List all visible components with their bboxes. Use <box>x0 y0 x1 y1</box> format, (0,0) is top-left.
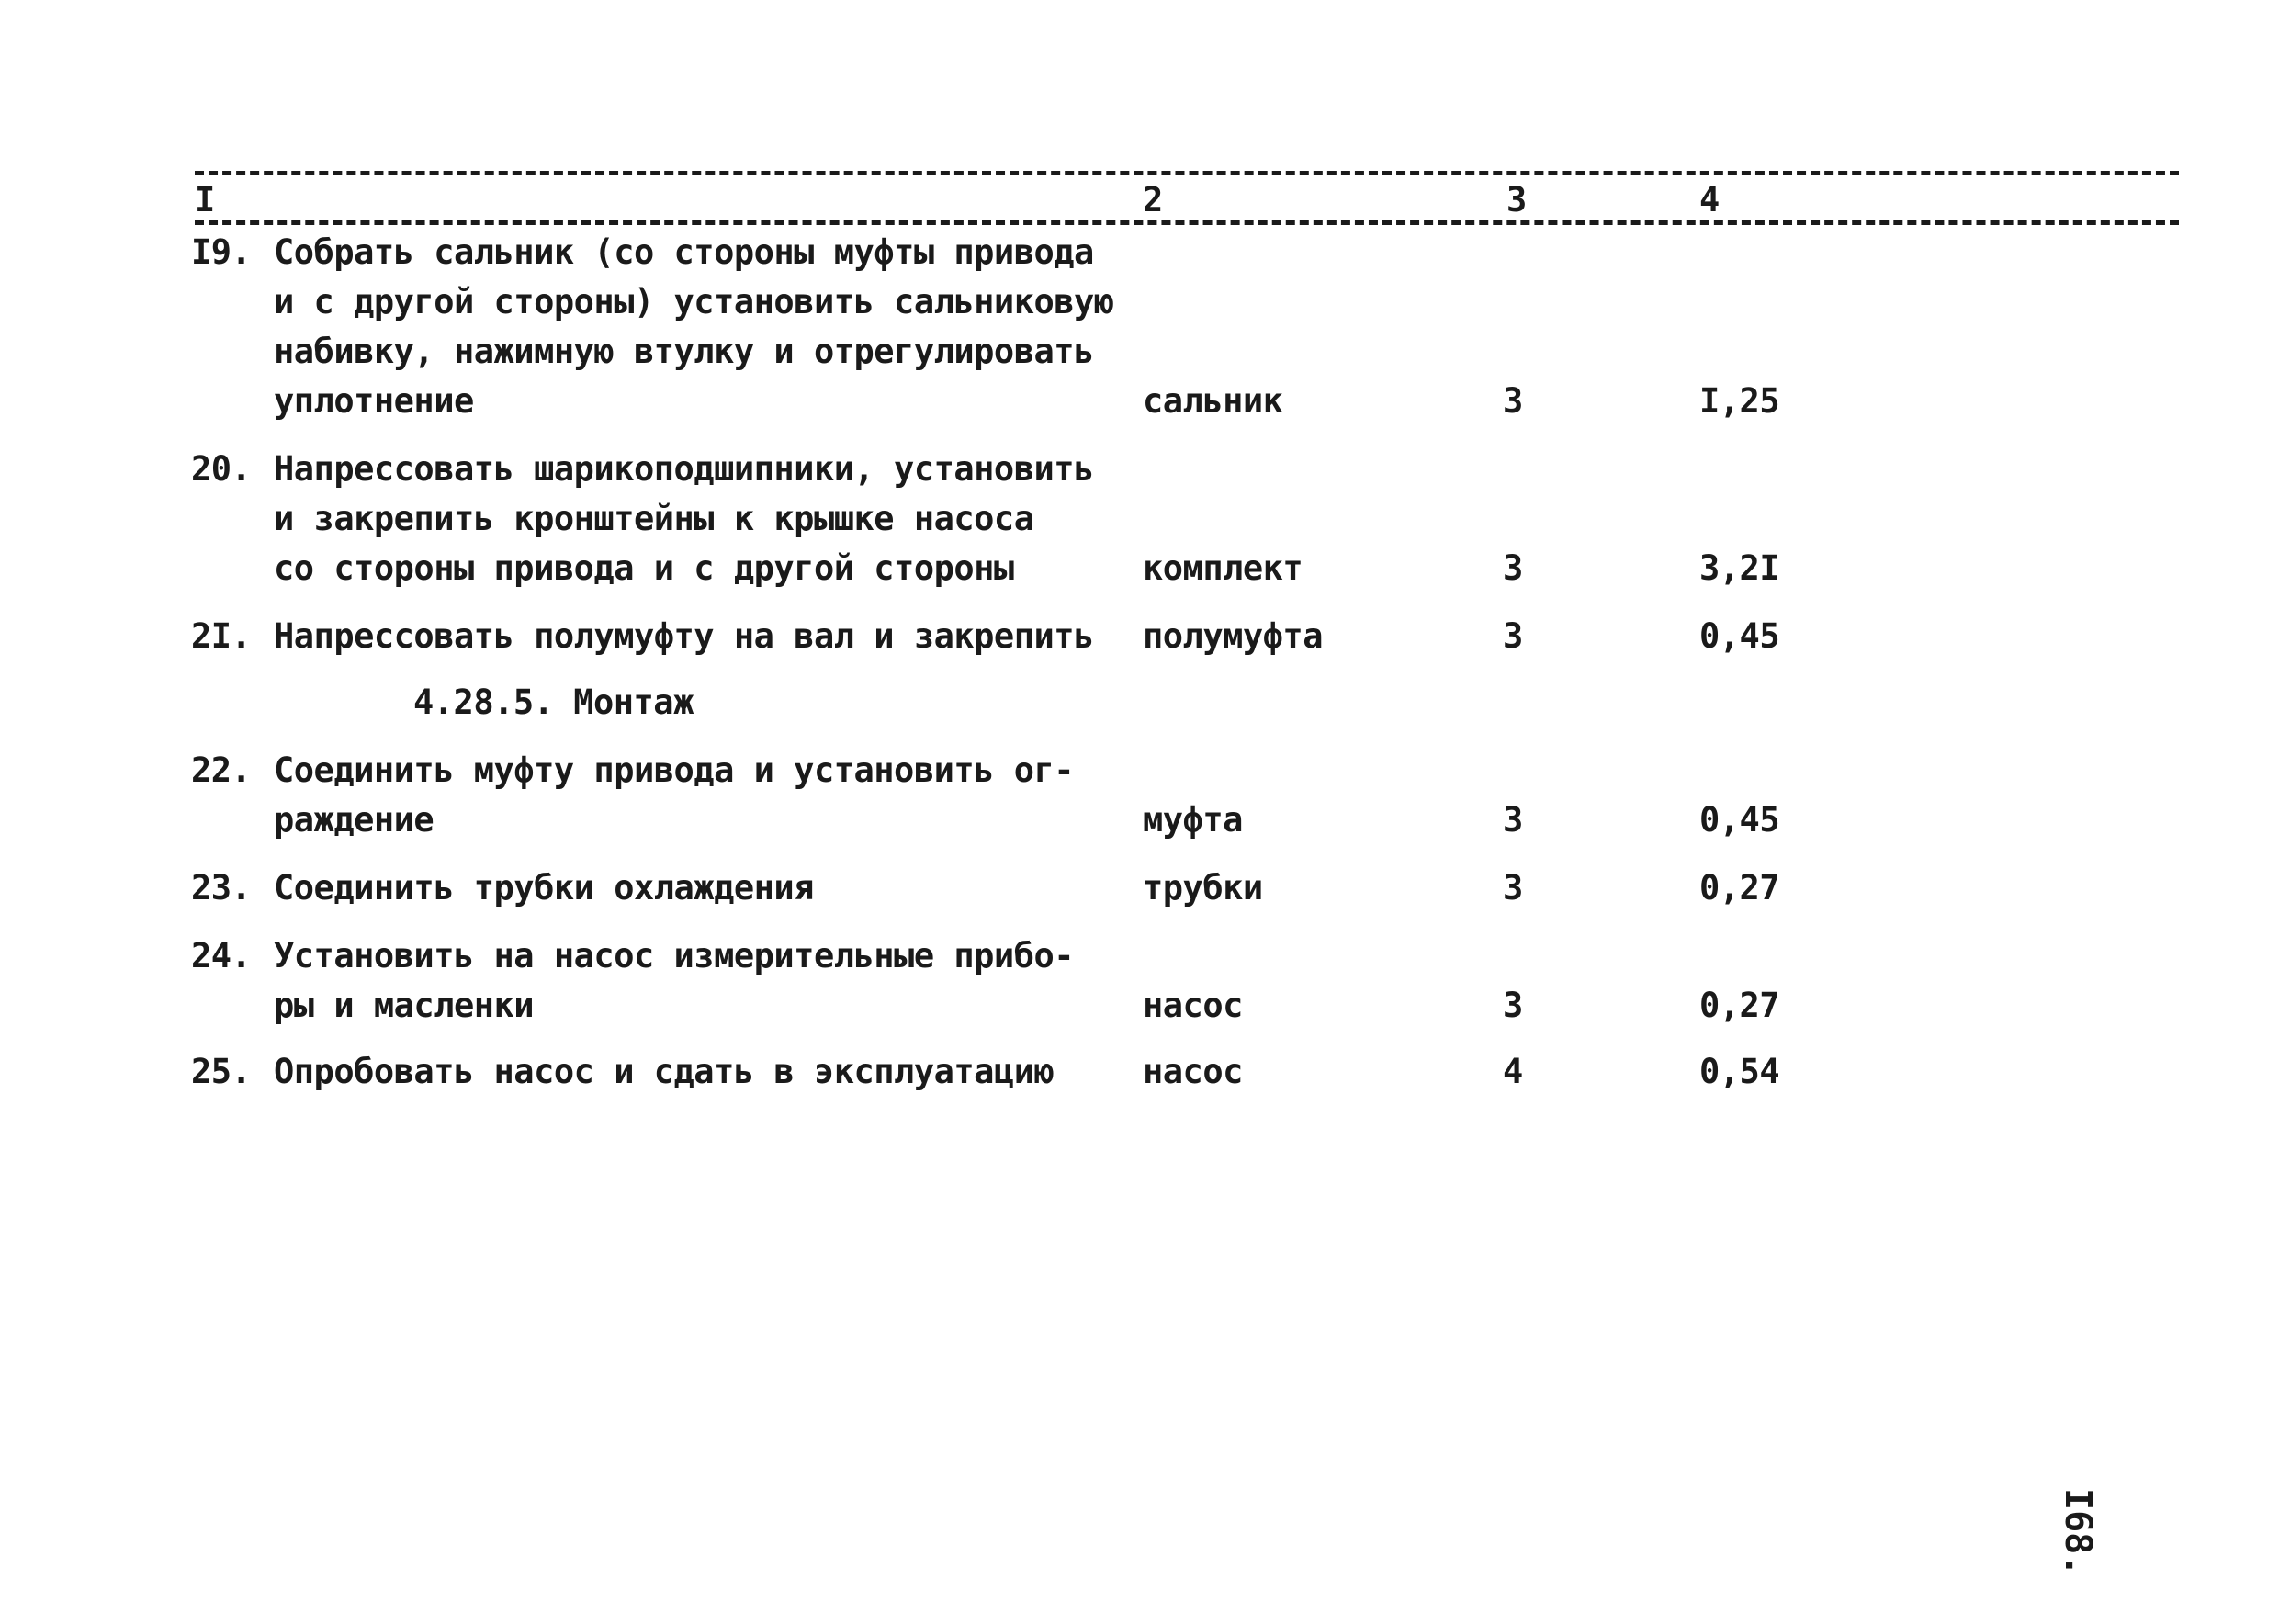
row-value: 0,27 <box>1699 868 1780 908</box>
row-value: 0,54 <box>1699 1052 1780 1091</box>
row-unit: сальник <box>1143 381 1283 421</box>
row-text-line: ры и масленки <box>274 986 535 1025</box>
row-grade: 3 <box>1503 868 1523 908</box>
row-text-line: Напрессовать полумуфту на вал и закрепить <box>274 616 1094 656</box>
row-unit: полумуфта <box>1143 616 1323 656</box>
section-heading: 4.28.5. Монтаж <box>413 682 694 722</box>
header-col-2: 2 <box>1143 180 1164 220</box>
row-value: I,25 <box>1699 381 1780 421</box>
header-col-4: 4 <box>1699 180 1721 220</box>
row-unit: муфта <box>1143 800 1243 840</box>
row-grade: 3 <box>1503 616 1523 656</box>
row-number: 24. <box>191 936 252 976</box>
row-text-line: Соединить трубки охлаждения <box>274 868 814 908</box>
row-grade: 3 <box>1503 381 1523 421</box>
row-unit: трубки <box>1143 868 1263 908</box>
page-number: I68. <box>2057 1488 2099 1577</box>
top-rule <box>195 171 2179 175</box>
header-rule <box>195 220 2179 225</box>
row-grade: 3 <box>1503 986 1523 1025</box>
row-unit: комплект <box>1143 548 1303 588</box>
row-number: 20. <box>191 449 252 489</box>
row-unit: насос <box>1143 1052 1243 1091</box>
row-text-line: Установить на насос измерительные прибо- <box>274 936 1075 976</box>
row-value: 0,45 <box>1699 616 1780 656</box>
row-number: 2I. <box>191 616 252 656</box>
row-unit: насос <box>1143 986 1243 1025</box>
row-text-line: уплотнение <box>274 381 474 421</box>
row-text-line: и закрепить кронштейны к крышке насоса <box>274 499 1034 538</box>
row-number: 22. <box>191 750 252 790</box>
row-value: 0,27 <box>1699 986 1780 1025</box>
row-number: 25. <box>191 1052 252 1091</box>
row-text-line: набивку, нажимную втулку и отрегулировать <box>274 332 1094 371</box>
row-number: 23. <box>191 868 252 908</box>
row-text-line: Соединить муфту привода и установить ог- <box>274 750 1075 790</box>
row-text-line: со стороны привода и с другой стороны <box>274 548 1014 588</box>
header-col-1: I <box>195 180 216 220</box>
row-grade: 4 <box>1503 1052 1523 1091</box>
row-number: I9. <box>191 232 252 272</box>
row-text-line: Опробовать насос и сдать в эксплуатацию <box>274 1052 1055 1091</box>
row-text-line: и с другой стороны) установить сальниковую <box>274 282 1114 321</box>
row-value: 0,45 <box>1699 800 1780 840</box>
header-col-3: 3 <box>1506 180 1528 220</box>
row-grade: 3 <box>1503 800 1523 840</box>
row-text-line: Напрессовать шарикоподшипники, установить <box>274 449 1094 489</box>
row-value: 3,2I <box>1699 548 1780 588</box>
row-text-line: раждение <box>274 800 434 840</box>
row-grade: 3 <box>1503 548 1523 588</box>
row-text-line: Собрать сальник (со стороны муфты привода <box>274 232 1094 272</box>
